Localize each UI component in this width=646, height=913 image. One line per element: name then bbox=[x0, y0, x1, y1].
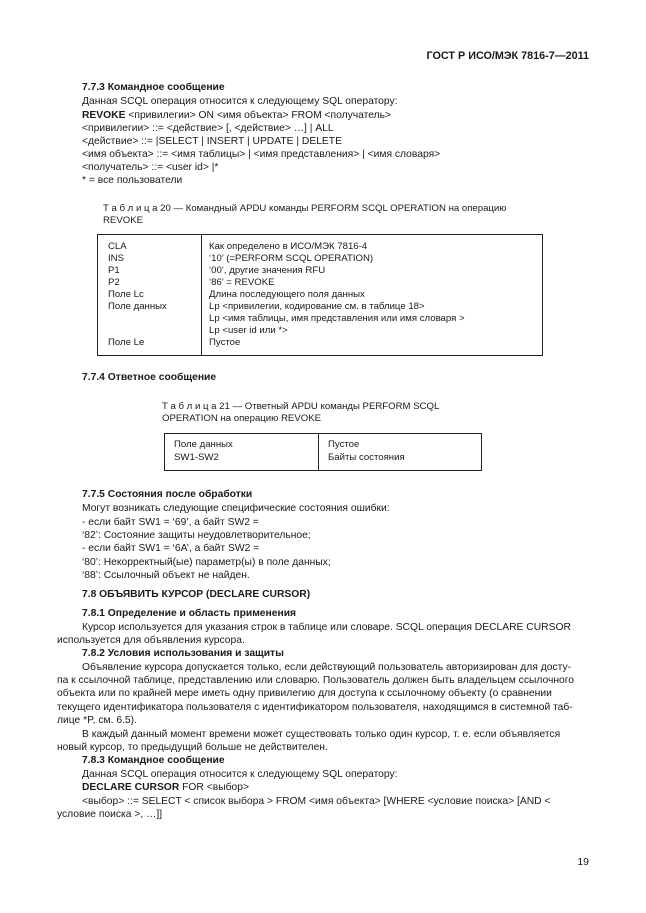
section-7-8-2-title: 7.8.2 Условия использования и защиты bbox=[82, 648, 284, 659]
table-21 bbox=[164, 433, 482, 471]
s773-revoke-line bbox=[82, 109, 391, 122]
s782-p1-line-0: Объявление курсора допускается только, если действующий пользователь авторизирован для досту- bbox=[82, 662, 572, 673]
section-7-8-title: 7.8 ОБЪЯВИТЬ КУРСОР (DECLARE CURSOR) bbox=[82, 589, 311, 600]
table-20-divider bbox=[201, 235, 202, 355]
page-number: 19 bbox=[577, 856, 589, 868]
table-20-caption-line-1: Т а б л и ц а 20 — Командный APDU команды PERFORM SCQL OPERATION на операцию bbox=[103, 203, 507, 214]
s782-p1-line-2: объекта или по крайней мере иметь одну привилегию для доступа к ссылочному объекту (о сравнении bbox=[57, 688, 552, 699]
s783-declare-line bbox=[82, 781, 249, 794]
s773-line-4: <имя объекта> ::= <имя таблицы> | <имя представления> | <имя словаря> bbox=[82, 149, 441, 160]
s775-line-2: ‘82’: Состояние защиты неудовлетворительное; bbox=[82, 530, 311, 541]
s782-p2-line-1: новый курсор, то предыдущий больше не действителен. bbox=[57, 742, 328, 753]
s782-p1-line-4: лице *P, см. 6.5). bbox=[57, 715, 137, 726]
table-20 bbox=[97, 234, 543, 356]
t20-right-8: Пустое bbox=[209, 337, 241, 348]
t21-left-1: SW1-SW2 bbox=[174, 452, 219, 463]
t20-right-1: ‘10’ (=PERFORM SCQL OPERATION) bbox=[209, 253, 374, 264]
t20-left-5: Поле данных bbox=[108, 301, 167, 312]
s775-line-0: Могут возникать следующие специфические состояния ошибки: bbox=[82, 503, 390, 514]
table-21-divider bbox=[318, 434, 319, 470]
s781-line-2: используется для объявления курсора. bbox=[57, 635, 245, 646]
s773-line-2: <привилегии> ::= <действие> [, <действие> …] | ALL bbox=[82, 123, 334, 134]
t20-left-2: P1 bbox=[108, 265, 120, 276]
s783-line-3: условие поиска >, …]] bbox=[57, 809, 163, 820]
section-7-8-3-title: 7.8.3 Командное сообщение bbox=[82, 755, 225, 766]
t20-left-1: INS bbox=[108, 253, 124, 264]
section-7-7-5-title: 7.7.5 Состояния после обработки bbox=[82, 489, 253, 500]
s775-line-3: - если байт SW1 = ‘6A’, а байт SW2 = bbox=[82, 543, 260, 554]
table-20-caption-line-2: REVOKE bbox=[103, 215, 143, 226]
standard-header: ГОСТ Р ИСО/МЭК 7816-7—2011 bbox=[426, 50, 589, 62]
t20-right-5: Lp <привилегии, кодирование см. в таблице 18> bbox=[209, 301, 425, 312]
s782-p2-line-0: В каждый данный момент времени может существовать только один курсор, т. е. если объявляется bbox=[82, 729, 561, 740]
section-7-7-4-title: 7.7.4 Ответное сообщение bbox=[82, 372, 217, 383]
s773-line-3: <действие> ::= |SELECT | INSERT | UPDATE | DELETE bbox=[82, 136, 342, 147]
t20-right-0: Как определено в ИСО/МЭК 7816-4 bbox=[209, 241, 368, 252]
s782-p1-line-3: текущего идентификатора пользователя с идентификатором пользователя, находящимся в системной таб- bbox=[57, 702, 573, 713]
t20-left-0: CLA bbox=[108, 241, 127, 252]
t20-right-7: Lp <user id или *> bbox=[209, 325, 288, 336]
s781-line-1: Курсор используется для указания строк в таблице или словаре. SCQL операция DECLARE CURSOR bbox=[82, 622, 571, 633]
s773-line-6: * = все пользователи bbox=[82, 175, 183, 186]
t20-right-6: Lp <имя таблицы, имя представления или имя словаря > bbox=[209, 313, 465, 324]
table-21-caption-line-1: Т а б л и ц а 21 — Ответный APDU команды PERFORM SCQL bbox=[162, 401, 440, 412]
declare-cursor-rest: FOR <выбор> bbox=[179, 782, 249, 793]
section-7-7-3-title: 7.7.3 Командное сообщение bbox=[82, 82, 225, 93]
s783-line-2: <выбор> ::= SELECT < список выбора > FROM <имя объекта> [WHERE <условие поиска> [AND < bbox=[82, 796, 551, 807]
s775-line-5: ‘88’: Ссылочный объект не найден. bbox=[82, 570, 250, 581]
t21-left-0: Поле данных bbox=[174, 439, 233, 450]
t21-right-0: Пустое bbox=[328, 439, 360, 450]
s775-line-1: - если байт SW1 = ‘69’, а байт SW2 = bbox=[82, 517, 259, 528]
declare-cursor-keyword: DECLARE CURSOR bbox=[82, 782, 180, 793]
s783-intro: Данная SCQL операция относится к следующему SQL оператору: bbox=[82, 769, 398, 780]
s782-p1-line-1: па к ссылочной таблице, представлению или словарю. Пользователь должен быть владельцем ссылочного bbox=[57, 675, 575, 686]
t20-left-4: Поле Lc bbox=[108, 289, 144, 300]
s775-line-4: ‘80’: Некорректный(ые) параметр(ы) в поле данных; bbox=[82, 557, 331, 568]
t20-right-2: ‘00’, другие значения RFU bbox=[209, 265, 326, 276]
revoke-keyword: REVOKE bbox=[82, 110, 126, 121]
s773-intro: Данная SCQL операция относится к следующему SQL оператору: bbox=[82, 96, 398, 107]
t20-left-8: Поле Le bbox=[108, 337, 145, 348]
revoke-rest: <привилегии> ON <имя объекта> FROM <получатель> bbox=[125, 110, 392, 121]
t20-right-3: ‘86’ = REVOKE bbox=[209, 277, 275, 288]
t20-left-3: P2 bbox=[108, 277, 120, 288]
t20-right-4: Длина последующего поля данных bbox=[209, 289, 365, 300]
t21-right-1: Байты состояния bbox=[328, 452, 405, 463]
s773-line-5: <получатель> ::= <user id> |* bbox=[82, 162, 219, 173]
table-21-caption-line-2: OPERATION на операцию REVOKE bbox=[162, 413, 321, 424]
section-7-8-1-title: 7.8.1 Определение и область применения bbox=[82, 608, 297, 619]
